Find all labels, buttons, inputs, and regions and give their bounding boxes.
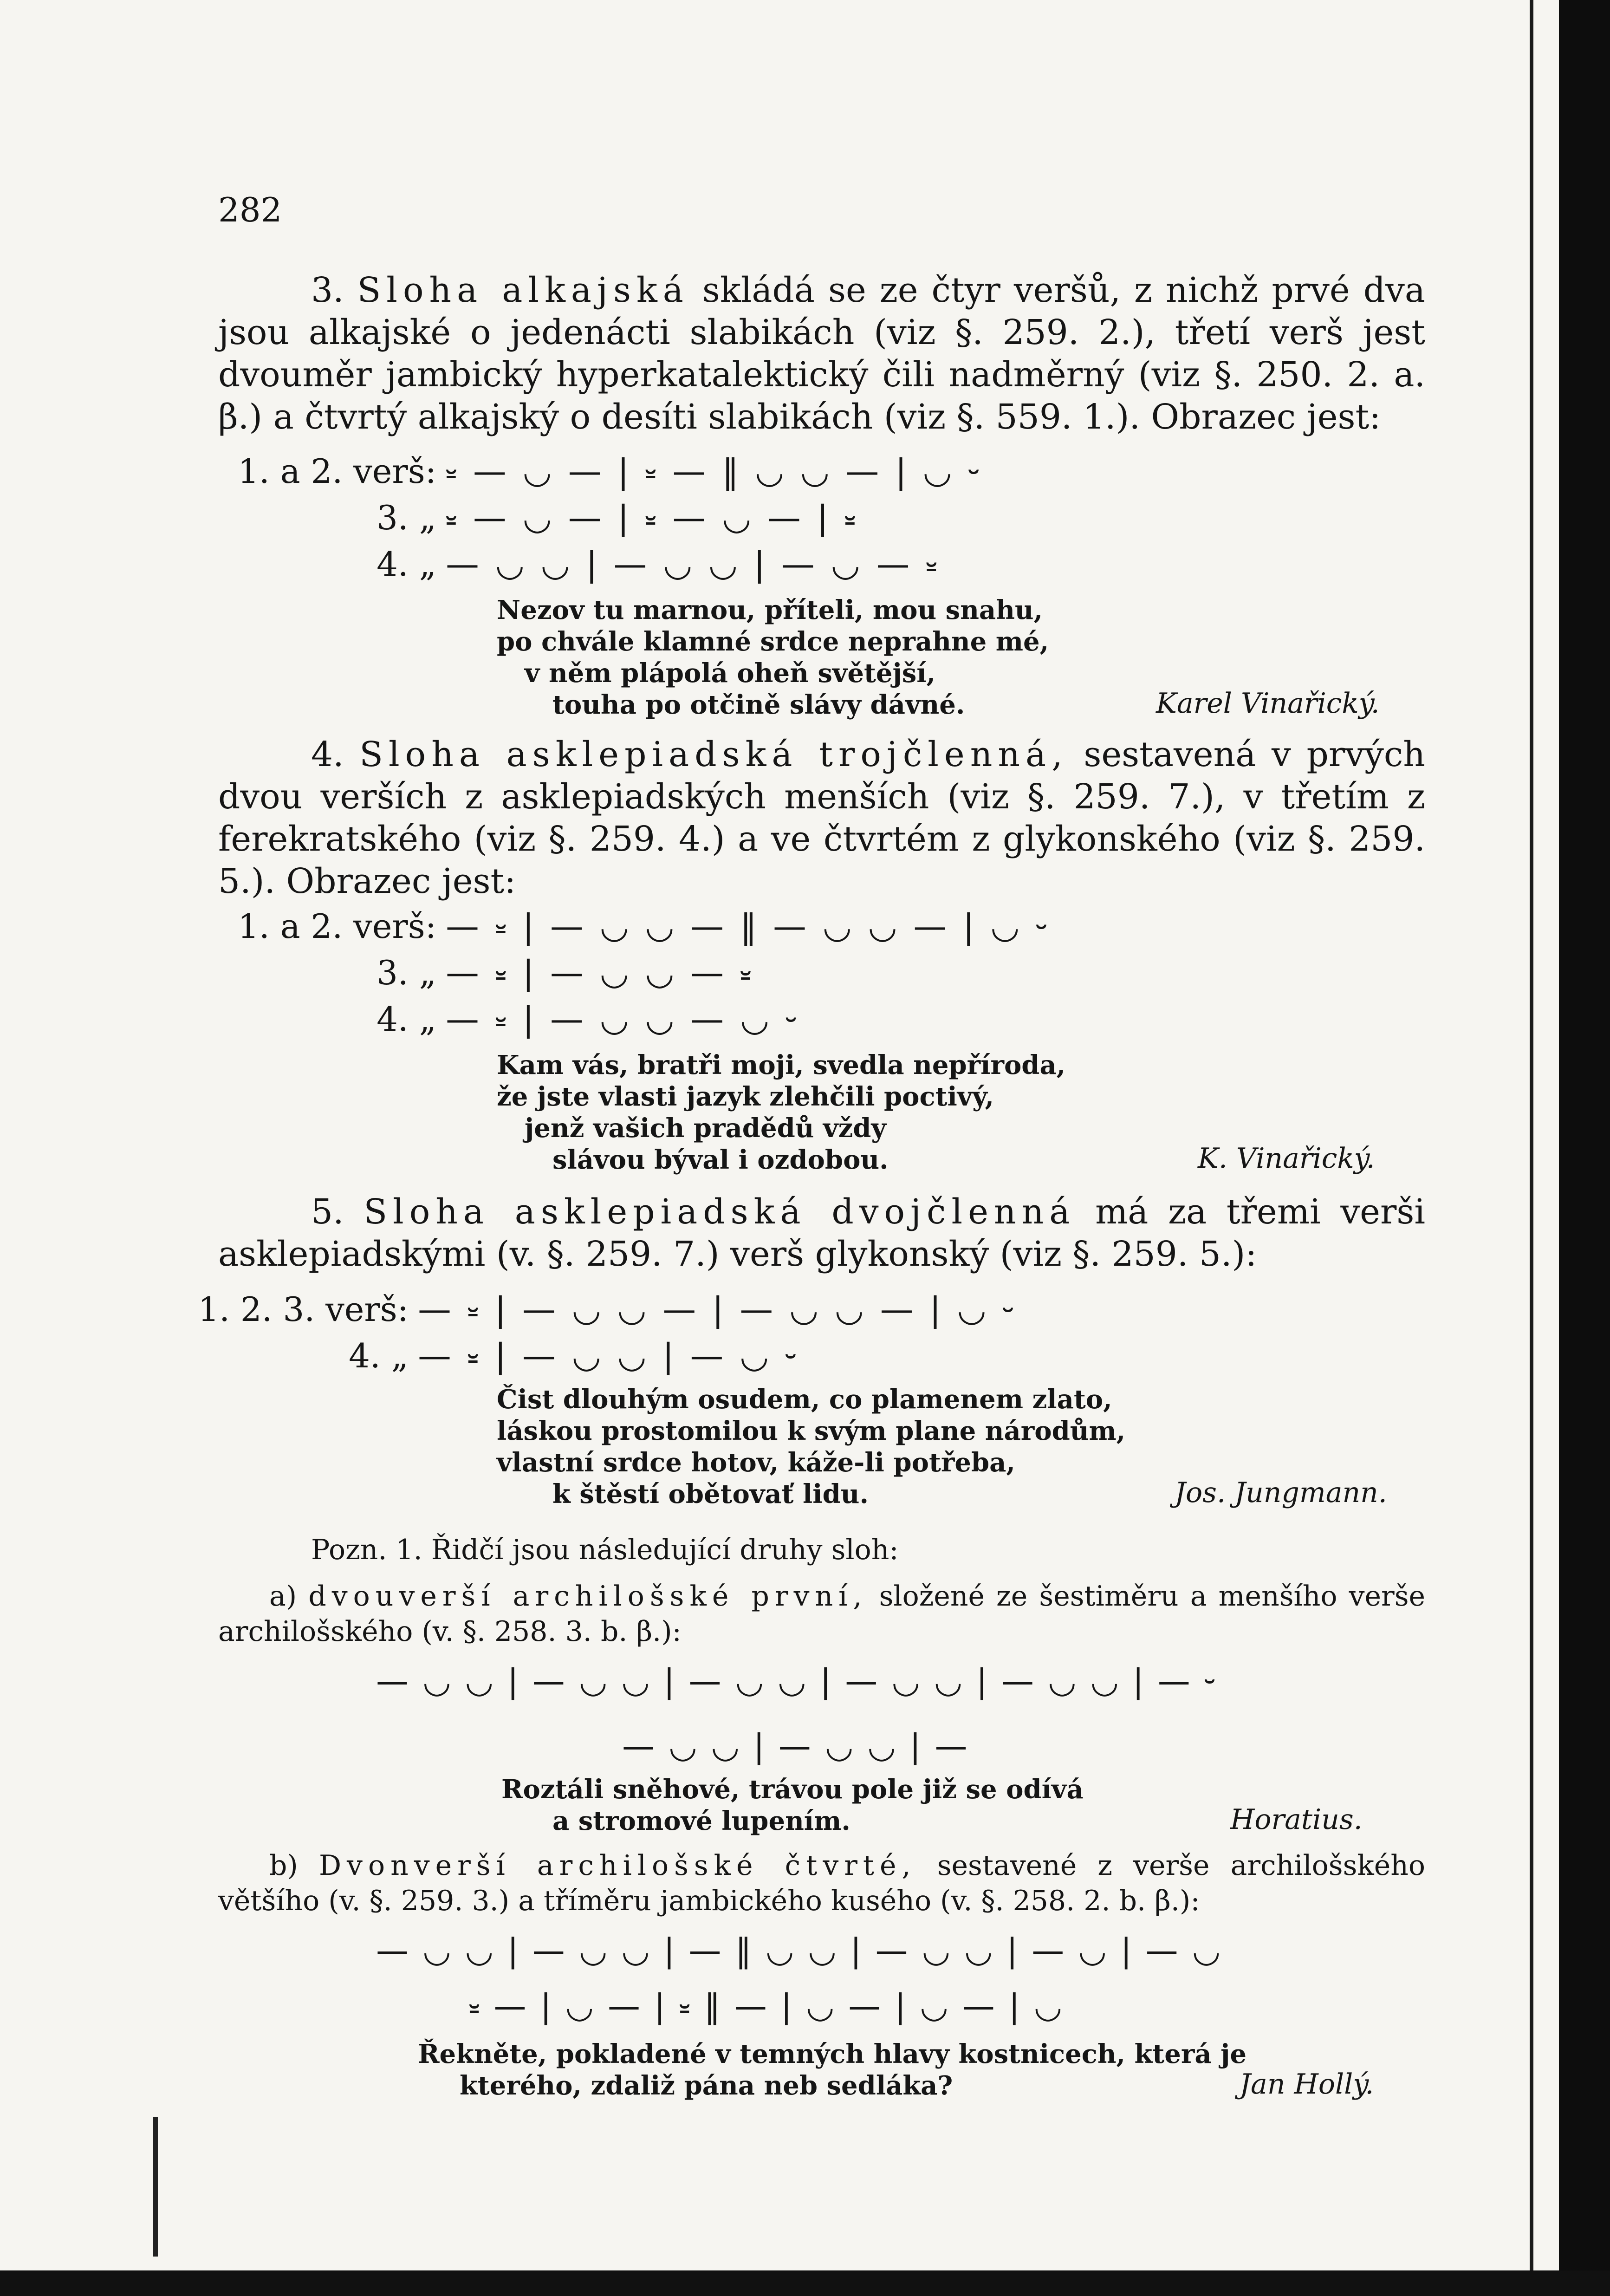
scan-edge-right (1559, 0, 1610, 2296)
note-a-label: a) (269, 1580, 297, 1613)
section-5-poem-line: Čist dlouhým osudem, co plamenem zlato, (497, 1384, 1112, 1415)
note-heading: Pozn. 1. Řidčí jsou následující druhy sloh: (311, 1534, 899, 1566)
note-a-poem-line: a stromové lupením. (552, 1806, 850, 1836)
section-5-poem-line: láskou prostomilou k svým plane národům, (497, 1416, 1126, 1446)
note-a-poem-line: Roztáli sněhové, trávou pole již se odívá (501, 1774, 1084, 1805)
section-4-author: K. Vinařický. (1198, 1142, 1375, 1175)
section-3-text: skládá se ze čtyr veršů, z nichž prvé dva jsou alkajské o jedenácti slabikách (viz §. 259. 2.), třetí verš jest dvouměr jambický hyperkatalektický čili nadměrný (viz §. 250. 2. a. β.) a čtvrtý alkajský o desíti slabikách (viz §. 559. 1.). Obrazec jest: (218, 270, 1425, 437)
section-4-meter-2: 3. „ — ⏓ | — ◡ ◡ — ⏓ (377, 953, 754, 992)
note-a-text: složené ze šestiměru a menšího verše archilošského (v. §. 258. 3. b. β.): (218, 1580, 1426, 1648)
note-a-author: Horatius. (1230, 1803, 1363, 1836)
section-4-meter-3: 4. „ — ⏓ | — ◡ ◡ — ◡ ⏑ (377, 1000, 799, 1039)
note-b-text: sestavené z verše archilošského většího (v. §. 259. 3.) a tříměru jambického kusého (v. §. 258. 2. b. β.): (218, 1849, 1425, 1917)
note-b-label: b) (269, 1849, 298, 1882)
section-3-title: Sloha alkajská (357, 270, 689, 310)
section-4-paragraph (218, 734, 1425, 903)
scan-edge-bottom (0, 2270, 1610, 2296)
note-b-poem-line: Řekněte, pokladené v temných hlavy kostnicech, která je (418, 2039, 1247, 2069)
section-4-text: sestavená v prvých dvou verších z asklepiadských menších (viz §. 259. 7.), v třetím z ferekratského (viz §. 259. 4.) a ve čtvrtém z glykonského (viz §. 259. 5.). Obrazec jest: (218, 735, 1425, 901)
section-4-poem-line: Kam vás, bratři moji, svedla nepříroda, (497, 1050, 1066, 1080)
note-b-title: Dvonverší archilošské čtvrté, (318, 1849, 916, 1882)
note-b-paragraph (218, 1848, 1425, 1919)
section-3-poem-line: Nezov tu marnou, příteli, mou snahu, (497, 595, 1043, 625)
section-5-paragraph (218, 1191, 1425, 1275)
note-b-meter-1: — ◡ ◡ | — ◡ ◡ | — ‖ ◡ ◡ | — ◡ ◡ | — ◡ | — ◡ (376, 1932, 1222, 1970)
section-5-author: Jos. Jungmann. (1175, 1476, 1387, 1509)
section-3-number: 3. (311, 270, 344, 310)
note-b-meter-2: ⏓ — | ◡ — | ⏓ ‖ — | ◡ — | ◡ — | ◡ (469, 1987, 1064, 2025)
section-4-number: 4. (311, 735, 344, 774)
note-a-meter-2: — ◡ ◡ | — ◡ ◡ | — (622, 1727, 969, 1765)
note-b-poem-line: kterého, zdaliž pána neb sedláka? (460, 2070, 953, 2101)
note-b-author: Jan Hollý. (1240, 2068, 1374, 2101)
section-3-poem-line: po chvále klamné srdce neprahne mé, (497, 626, 1049, 657)
section-3-meter-3: 4. „ — ◡ ◡ | — ◡ ◡ | — ◡ — ⏓ (377, 545, 940, 584)
scan-edge-line (1530, 0, 1533, 2296)
section-3-poem-line: v něm plápolá oheň světější, (525, 658, 936, 689)
note-a-title: dvouverší archilošské první, (308, 1580, 868, 1613)
page-number: 282 (218, 190, 282, 229)
section-3-poem-line: touha po otčině slávy dávné. (552, 689, 965, 720)
section-4-meter-1: 1. a 2. verš: — ⏓ | — ◡ ◡ — ‖ — ◡ ◡ — | ◡ ⏑ (238, 907, 1050, 946)
note-a-meter-1: — ◡ ◡ | — ◡ ◡ | — ◡ ◡ | — ◡ ◡ | — ◡ ◡ | — ⏑ (376, 1662, 1217, 1700)
section-5-poem-line: k štěstí obětovať lidu. (552, 1479, 869, 1509)
section-4-poem-line: že jste vlasti jazyk zlehčili poctivý, (497, 1081, 994, 1112)
section-4-poem-line: jenž vašich pradědů vždy (525, 1113, 886, 1144)
section-3-author: Karel Vinařický. (1156, 687, 1380, 720)
section-4-poem-line: slávou býval i ozdobou. (552, 1145, 889, 1175)
section-5-text: má za třemi verši asklepiadskými (v. §. 259. 7.) verš glykonský (viz §. 259. 5.): (218, 1192, 1425, 1274)
section-5-title: Sloha asklepiadská dvojčlenná (364, 1192, 1076, 1232)
section-5-meter-1: 1. 2. 3. verš: — ⏓ | — ◡ ◡ — | — ◡ ◡ — | ◡ ⏑ (198, 1290, 1017, 1329)
section-3-meter-2: 3. „ ⏓ — ◡ — | ⏓ — ◡ — | ⏓ (377, 498, 858, 537)
section-3-paragraph (218, 269, 1425, 438)
note-a-paragraph (218, 1579, 1425, 1649)
section-5-number: 5. (311, 1192, 344, 1232)
section-5-poem-line: vlastní srdce hotov, káže-li potřeba, (497, 1447, 1015, 1478)
section-5-meter-2: 4. „ — ⏓ | — ◡ ◡ | — ◡ ⏑ (349, 1336, 799, 1375)
scan-edge-left (153, 2117, 158, 2257)
section-4-title: Sloha asklepiadská trojčlenná, (359, 735, 1068, 774)
section-3-meter-1: 1. a 2. verš: ⏓ — ◡ — | ⏓ — ‖ ◡ ◡ — | ◡ ⏑ (238, 452, 982, 491)
